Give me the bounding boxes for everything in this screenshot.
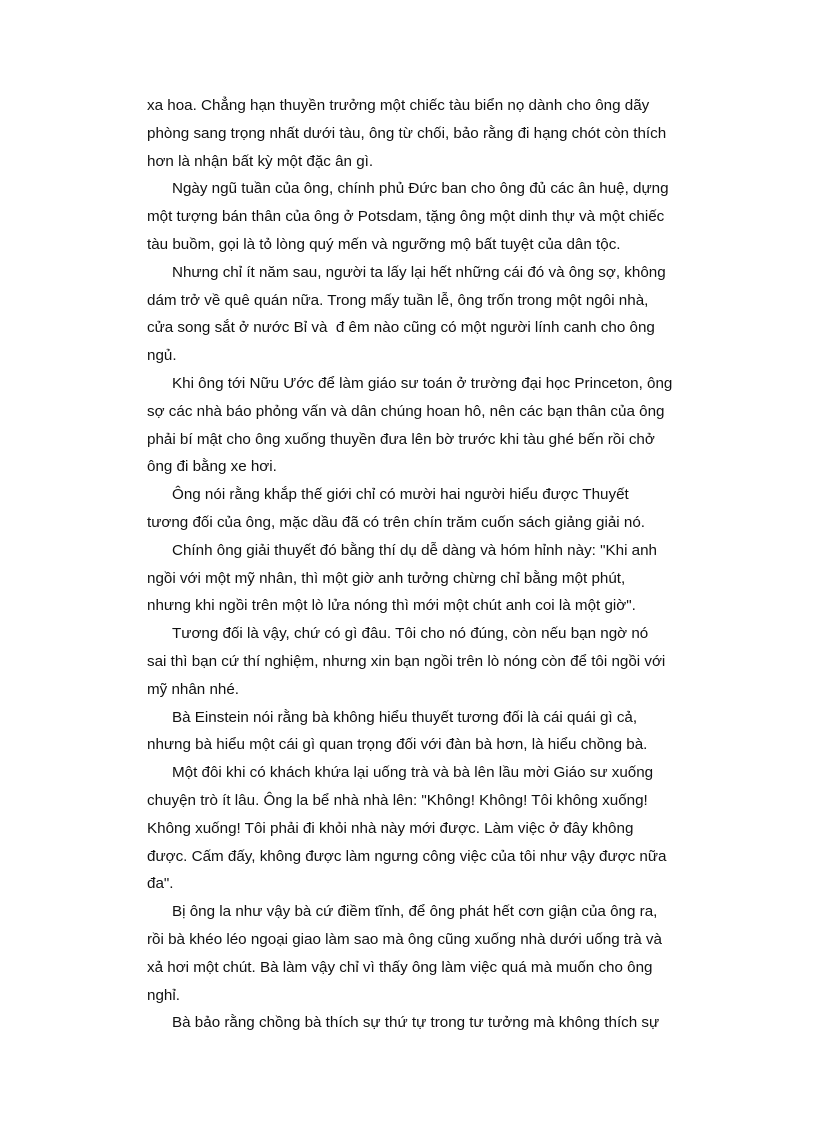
text-line: sợ các nhà báo phỏng vấn và dân chúng hoan hô, nên các bạn thân của ông bbox=[147, 402, 665, 420]
text-line: xa hoa. Chẳng hạn thuyền trưởng một chiếc tàu biển nọ dành cho ông dãy bbox=[147, 97, 650, 114]
text-line: được. Cấm đấy, không được làm ngưng công việc của tôi như vậy được nữa bbox=[147, 847, 667, 865]
text-line: nhưng khi ngồi trên một lò lửa nóng thì mới một chút anh coi là một giờ". bbox=[147, 597, 636, 615]
text-line: đa". bbox=[147, 875, 174, 893]
text-line: dám trở về quê quán nữa. Trong mấy tuần lễ, ông trốn trong một ngôi nhà, bbox=[147, 291, 649, 309]
body-text bbox=[147, 92, 673, 1037]
text-line: xả hơi một chút. Bà làm vậy chỉ vì thấy ông làm việc quá mà muốn cho ông bbox=[147, 958, 653, 976]
text-line: nhưng bà hiểu một cái gì quan trọng đối với đàn bà hơn, là hiểu chồng bà. bbox=[147, 736, 648, 754]
text-line: tàu buồm, gọi là tỏ lòng quý mến và ngưỡng mộ bất tuyệt của dân tộc. bbox=[147, 235, 621, 253]
paragraph-first-line: Bà Einstein nói rằng bà không hiểu thuyết tương đối là cái quái gì cả, bbox=[172, 708, 638, 726]
paragraph-first-line: Bị ông la như vậy bà cứ điềm tĩnh, để ông phát hết cơn giận của ông ra, bbox=[172, 903, 658, 921]
text-line: ông đi bằng xe hơi. bbox=[147, 458, 277, 476]
text-line: mỹ nhân nhé. bbox=[147, 680, 240, 698]
text-line: Không xuống! Tôi phải đi khỏi nhà này mới được. Làm việc ở đây không bbox=[147, 819, 634, 837]
text-line: một tượng bán thân của ông ở Potsdam, tặng ông một dinh thự và một chiếc bbox=[147, 208, 665, 226]
text-line: ngồi với một mỹ nhân, thì một giờ anh tưởng chừng chỉ bằng một phút, bbox=[147, 569, 626, 587]
paragraph-first-line: Chính ông giải thuyết đó bằng thí dụ dễ dàng và hóm hỉnh này: "Khi anh bbox=[172, 541, 657, 559]
paragraph-first-line: Tương đối là vậy, chứ có gì đâu. Tôi cho nó đúng, còn nếu bạn ngờ nó bbox=[172, 625, 649, 643]
paragraph-first-line: Một đôi khi có khách khứa lại uống trà và bà lên lầu mời Giáo sư xuống bbox=[172, 764, 654, 782]
paragraph-first-line: Bà bảo rằng chồng bà thích sự thứ tự trong tư tưởng mà không thích sự bbox=[172, 1014, 660, 1032]
text-line: phòng sang trọng nhất dưới tàu, ông từ chối, bảo rằng đi hạng chót còn thích bbox=[147, 124, 667, 142]
paragraph-first-line: Nhưng chỉ ít năm sau, người ta lấy lại hết những cái đó và ông sợ, không bbox=[172, 263, 666, 281]
text-line: chuyện trò ít lâu. Ông la bể nhà nhà lên: "Không! Không! Tôi không xuống! bbox=[147, 791, 648, 809]
text-line: cửa song sắt ở nước Bỉ và đ êm nào cũng có một người lính canh cho ông bbox=[147, 319, 655, 337]
text-line: sai thì bạn cứ thí nghiệm, nhưng xin bạn ngồi trên lò nóng còn để tôi ngồi với bbox=[147, 652, 666, 670]
paragraph-first-line: Ông nói rằng khắp thế giới chỉ có mười hai người hiểu được Thuyết bbox=[172, 486, 629, 504]
text-line: rồi bà khéo léo ngoại giao làm sao mà ông cũng xuống nhà dưới uống trà và bbox=[147, 930, 662, 948]
paragraph-first-line: Ngày ngũ tuần của ông, chính phủ Đức ban cho ông đủ các ân huệ, dựng bbox=[172, 180, 669, 198]
text-line: ngủ. bbox=[147, 347, 177, 365]
text-line: nghỉ. bbox=[147, 986, 180, 1004]
text-line: tương đối của ông, mặc dầu đã có trên chín trăm cuốn sách giảng giải nó. bbox=[147, 513, 645, 531]
text-line: hơn là nhận bất kỳ một đặc ân gì. bbox=[147, 152, 374, 170]
text-line: phải bí mật cho ông xuống thuyền đưa lên bờ trước khi tàu ghé bến rồi chở bbox=[147, 430, 655, 448]
paragraph-first-line: Khi ông tới Nữu Ước để làm giáo sư toán ở trường đại học Princeton, ông bbox=[172, 374, 673, 392]
